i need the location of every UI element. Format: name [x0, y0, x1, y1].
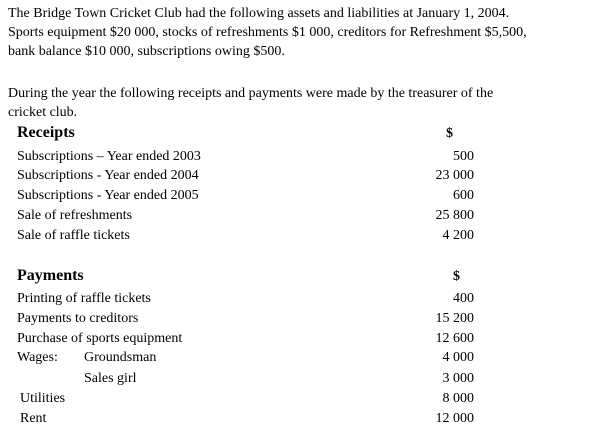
payment-label: Payments to creditors	[17, 311, 139, 326]
payment-label: Purchase of sports equipment	[17, 331, 183, 346]
payment-label: Wages:	[17, 350, 58, 365]
receipt-amount: 25 800	[435, 208, 474, 223]
payment-label: Printing of raffle tickets	[17, 291, 151, 306]
receipt-amount: 4 200	[442, 228, 474, 243]
payment-amount: 8 000	[442, 391, 474, 406]
intro-line-2: Sports equipment $20 000, stocks of refreshments $1 000, creditors for Refreshment $5,500,	[8, 25, 527, 40]
intro-line-3: bank balance $10 000, subscriptions owing $500.	[8, 44, 285, 59]
receipts-currency: $	[446, 126, 453, 141]
receipt-amount: 600	[453, 188, 474, 203]
payments-currency: $	[453, 269, 460, 284]
during-line-1: During the year the following receipts and payments were made by the treasurer of the	[8, 86, 494, 101]
payment-amount: 400	[453, 291, 474, 306]
receipt-label: Sale of refreshments	[17, 208, 133, 223]
receipt-label: Subscriptions – Year ended 2003	[17, 149, 201, 164]
receipts-heading: Receipts	[17, 124, 75, 141]
payment-amount: 12 600	[435, 331, 474, 346]
receipt-amount: 500	[453, 149, 474, 164]
payments-heading: Payments	[17, 267, 84, 284]
payment-amount: 4 000	[442, 350, 474, 365]
payment-label: Utilities	[20, 391, 66, 406]
payment-label: Rent	[20, 411, 47, 426]
payment-amount: 12 000	[435, 411, 474, 426]
payment-amount: 15 200	[435, 311, 474, 326]
receipt-amount: 23 000	[435, 168, 474, 183]
payment-amount: 3 000	[442, 371, 474, 386]
during-line-2: cricket club.	[8, 105, 78, 120]
payment-sublabel: Groundsman	[84, 350, 157, 365]
receipt-label: Sale of raffle tickets	[17, 228, 130, 243]
receipt-label: Subscriptions - Year ended 2004	[17, 168, 199, 183]
receipt-label: Subscriptions - Year ended 2005	[17, 188, 199, 203]
payment-label: Sales girl	[84, 371, 137, 386]
intro-line-1: The Bridge Town Cricket Club had the following assets and liabilities at January 1, 2004.	[8, 6, 510, 21]
